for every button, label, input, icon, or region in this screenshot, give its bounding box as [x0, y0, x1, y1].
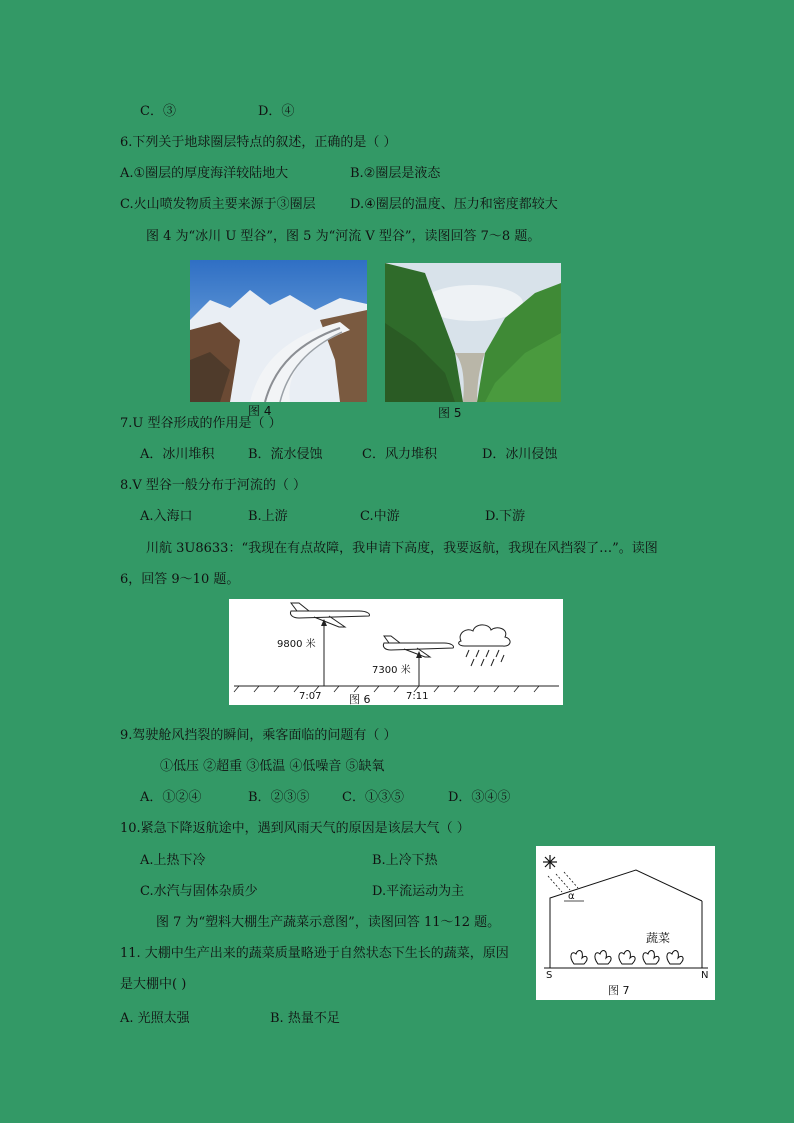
- figure-5-valley-photo: [385, 263, 561, 402]
- q8-option-a: A.入海口: [140, 509, 193, 524]
- q8-option-d: D.下游: [485, 509, 526, 524]
- q5-option-c: C．③: [140, 104, 176, 119]
- figure-7-greenhouse-diagram: [536, 846, 715, 1000]
- time-label-2: 7:11: [406, 691, 429, 702]
- q7-option-a: A．冰川堆积: [140, 447, 215, 462]
- q7-option-d: D．冰川侵蚀: [482, 447, 558, 462]
- figure-6-descent-diagram: [229, 599, 563, 705]
- q11-option-b: B. 热量不足: [270, 1011, 340, 1026]
- figure-5-caption: 图 5: [438, 406, 462, 420]
- q9-option-a: A．①②④: [140, 790, 202, 805]
- direction-north-label: N: [701, 970, 709, 981]
- q7-option-c: C．风力堆积: [362, 447, 437, 462]
- angle-alpha-label: α: [568, 891, 575, 902]
- direction-south-label: S: [546, 970, 553, 981]
- q5-option-d: D．④: [258, 104, 295, 119]
- q7-stem: 7.U 型谷形成的作用是（ ）: [120, 416, 282, 431]
- q7-option-b: B．流水侵蚀: [248, 447, 323, 462]
- q10-stem: 10.紧急下降返航途中，遇到风雨天气的原因是该层大气（ ）: [120, 821, 470, 836]
- q6-option-c: C.火山喷发物质主要来源于③圈层: [120, 197, 316, 212]
- time-label-1: 7:07: [299, 691, 322, 702]
- q9-option-c: C．①③⑤: [342, 790, 404, 805]
- q8-option-c: C.中游: [360, 509, 400, 524]
- q10-option-d: D.平流运动为主: [372, 884, 465, 899]
- q10-option-c: C.水汽与固体杂质少: [140, 884, 258, 899]
- q9-option-d: D．③④⑤: [448, 790, 511, 805]
- q10-option-a: A.上热下冷: [140, 853, 206, 868]
- figure-7-caption: 图 7: [608, 984, 630, 997]
- q9-stem: 9.驾驶舱风挡裂的瞬间，乘客面临的问题有（ ）: [120, 728, 397, 743]
- q9-option-b: B．②③⑤: [248, 790, 310, 805]
- q6-stem: 6.下列关于地球圈层特点的叙述，正确的是（ ）: [120, 135, 397, 150]
- q11-stem-line1: 11. 大棚中生产出来的蔬菜质量略逊于自然状态下生长的蔬菜，原因: [120, 946, 509, 961]
- q6-option-b: B.②圈层是液态: [350, 166, 441, 181]
- q6-option-d: D.④圈层的温度、压力和密度都较大: [350, 197, 558, 212]
- q9-items: ①低压 ②超重 ③低温 ④低噪音 ⑤缺氧: [160, 759, 385, 774]
- figure-4-glacier-photo: [190, 260, 367, 402]
- altitude-label-7300: 7300 米: [372, 665, 411, 676]
- q6-option-a: A.①圈层的厚度海洋较陆地大: [120, 166, 289, 181]
- sun-icon: [543, 855, 557, 869]
- altitude-label-9800: 9800 米: [277, 639, 316, 650]
- vegetable-row-icon: [571, 951, 683, 964]
- intro-11-12: 图 7 为“塑料大棚生产蔬菜示意图”，读图回答 11～12 题。: [156, 915, 501, 930]
- vegetable-label: 蔬菜: [646, 931, 671, 945]
- intro-9-10-line1: 川航 3U8633：“我现在有点故障，我申请下高度，我要返航，我现在风挡裂了…”。读图: [146, 541, 658, 556]
- intro-7-8: 图 4 为“冰川 U 型谷”，图 5 为“河流 V 型谷”，读图回答 7～8 题。: [146, 229, 541, 244]
- rain-cloud-icon: [459, 625, 510, 666]
- intro-9-10-line2: 6，回答 9～10 题。: [120, 572, 240, 587]
- airplane-1-icon: [290, 603, 369, 627]
- figure-4-caption: 图 4: [248, 404, 272, 418]
- q8-stem: 8.V 型谷一般分布于河流的（ ）: [120, 478, 307, 493]
- q11-stem-line2: 是大棚中( ): [120, 977, 187, 992]
- figure-6-caption: 图 6: [349, 693, 371, 705]
- q8-option-b: B.上游: [248, 509, 288, 524]
- q10-option-b: B.上冷下热: [372, 853, 438, 868]
- q11-option-a: A. 光照太强: [120, 1011, 190, 1026]
